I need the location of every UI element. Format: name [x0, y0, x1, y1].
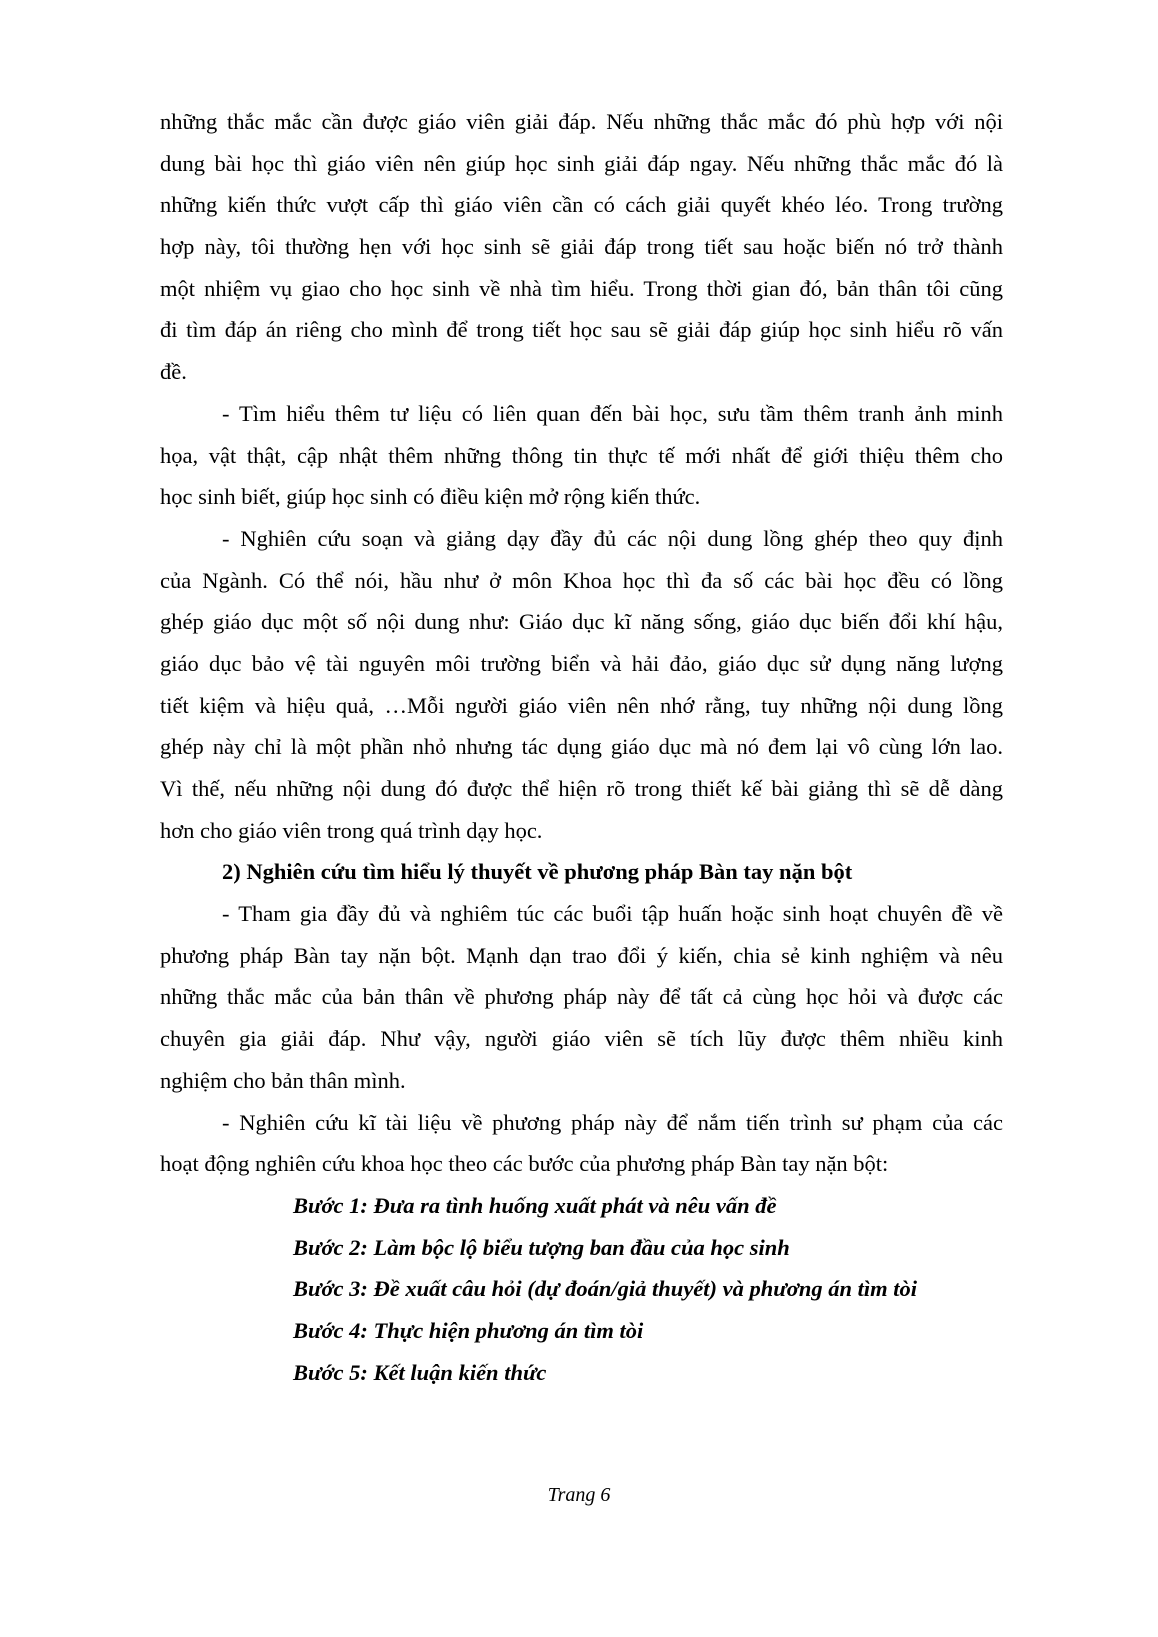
text-line: của Ngành. Có thể nói, hầu như ở môn Khoa học thì đa số các bài học đều có lồng — [160, 567, 1003, 593]
text-line: giáo dục bảo vệ tài nguyên môi trường biển và hải đảo, giáo dục sử dụng năng lượng — [160, 650, 1003, 676]
paragraph — [160, 1102, 1003, 1185]
text-line: hoạt động nghiên cứu khoa học theo các bước của phương pháp Bàn tay nặn bột: — [160, 1151, 889, 1177]
step-item: Bước 3: Đề xuất câu hỏi (dự đoán/giả thuyết) và phương án tìm tòi — [293, 1276, 918, 1302]
text-line: học sinh biết, giúp học sinh có điều kiện mở rộng kiến thức. — [160, 484, 701, 510]
text-line: ghép này chỉ là một phần nhỏ nhưng tác dụng giáo dục mà nó đem lại vô cùng lớn lao. — [160, 734, 1003, 760]
paragraph — [160, 393, 1003, 518]
paragraph — [160, 101, 1003, 393]
text-line: dung bài học thì giáo viên nên giúp học sinh giải đáp ngay. Nếu những thắc mắc đó là — [160, 150, 1003, 176]
document-body — [160, 101, 1003, 1393]
text-line: - Tham gia đầy đủ và nghiêm túc các buổi tập huấn hoặc sinh hoạt chuyên đề về — [222, 901, 1003, 927]
step-item: Bước 4: Thực hiện phương án tìm tòi — [293, 1317, 644, 1343]
text-line: - Nghiên cứu kĩ tài liệu về phương pháp này để nắm tiến trình sư phạm của các — [222, 1109, 1003, 1135]
text-line: - Tìm hiểu thêm tư liệu có liên quan đến bài học, sưu tầm thêm tranh ảnh minh — [222, 400, 1003, 426]
heading-text: 2) Nghiên cứu tìm hiểu lý thuyết về phương pháp Bàn tay nặn bột — [222, 859, 853, 885]
text-line: tiết kiệm và hiệu quả, …Mỗi người giáo viên nên nhớ rằng, tuy những nội dung lồng — [160, 692, 1003, 718]
text-line: một nhiệm vụ giao cho học sinh về nhà tìm hiểu. Trong thời gian đó, bản thân tôi cũng — [160, 275, 1003, 301]
step-item: Bước 2: Làm bộc lộ biểu tượng ban đầu của học sinh — [293, 1234, 790, 1260]
text-line: đi tìm đáp án riêng cho mình để trong tiết học sau sẽ giải đáp giúp học sinh hiểu rõ vấn — [160, 317, 1003, 343]
paragraph — [160, 518, 1003, 852]
text-line: đề. — [160, 359, 187, 385]
step-item: Bước 5: Kết luận kiến thức — [293, 1359, 547, 1385]
text-line: - Nghiên cứu soạn và giảng dạy đầy đủ các nội dung lồng ghép theo quy định — [222, 525, 1003, 551]
steps-list — [160, 1185, 1003, 1393]
text-line: những thắc mắc cần được giáo viên giải đáp. Nếu những thắc mắc đó phù hợp với nội — [160, 109, 1003, 134]
paragraph — [160, 893, 1003, 1101]
text-line: chuyên gia giải đáp. Như vậy, người giáo viên sẽ tích lũy được thêm nhiều kinh — [160, 1026, 1003, 1052]
text-line: những kiến thức vượt cấp thì giáo viên cần có cách giải quyết khéo léo. Trong trường — [160, 192, 1003, 218]
page-number: Trang 6 — [547, 1484, 611, 1506]
text-line: những thắc mắc của bản thân về phương pháp này để tất cả cùng học hỏi và được các — [160, 984, 1003, 1010]
text-line: hợp này, tôi thường hẹn với học sinh sẽ giải đáp trong tiết sau hoặc biến nó trở thành — [160, 234, 1003, 260]
section-heading — [160, 851, 1003, 893]
text-line: nghiệm cho bản thân mình. — [160, 1067, 406, 1093]
text-line: họa, vật thật, cập nhật thêm những thông tin thực tế mới nhất để giới thiệu thêm cho — [160, 442, 1003, 468]
text-line: ghép giáo dục một số nội dung như: Giáo dục kĩ năng sống, giáo dục biến đổi khí hậu, — [160, 609, 1003, 635]
text-line: hơn cho giáo viên trong quá trình dạy học. — [160, 817, 543, 843]
step-item: Bước 1: Đưa ra tình huống xuất phát và nêu vấn đề — [293, 1192, 777, 1218]
text-line: phương pháp Bàn tay nặn bột. Mạnh dạn trao đổi ý kiến, chia sẻ kinh nghiệm và nêu — [160, 942, 1003, 968]
text-line: Vì thế, nếu những nội dung đó được thể hiện rõ trong thiết kế bài giảng thì sẽ dễ dàng — [160, 776, 1003, 801]
